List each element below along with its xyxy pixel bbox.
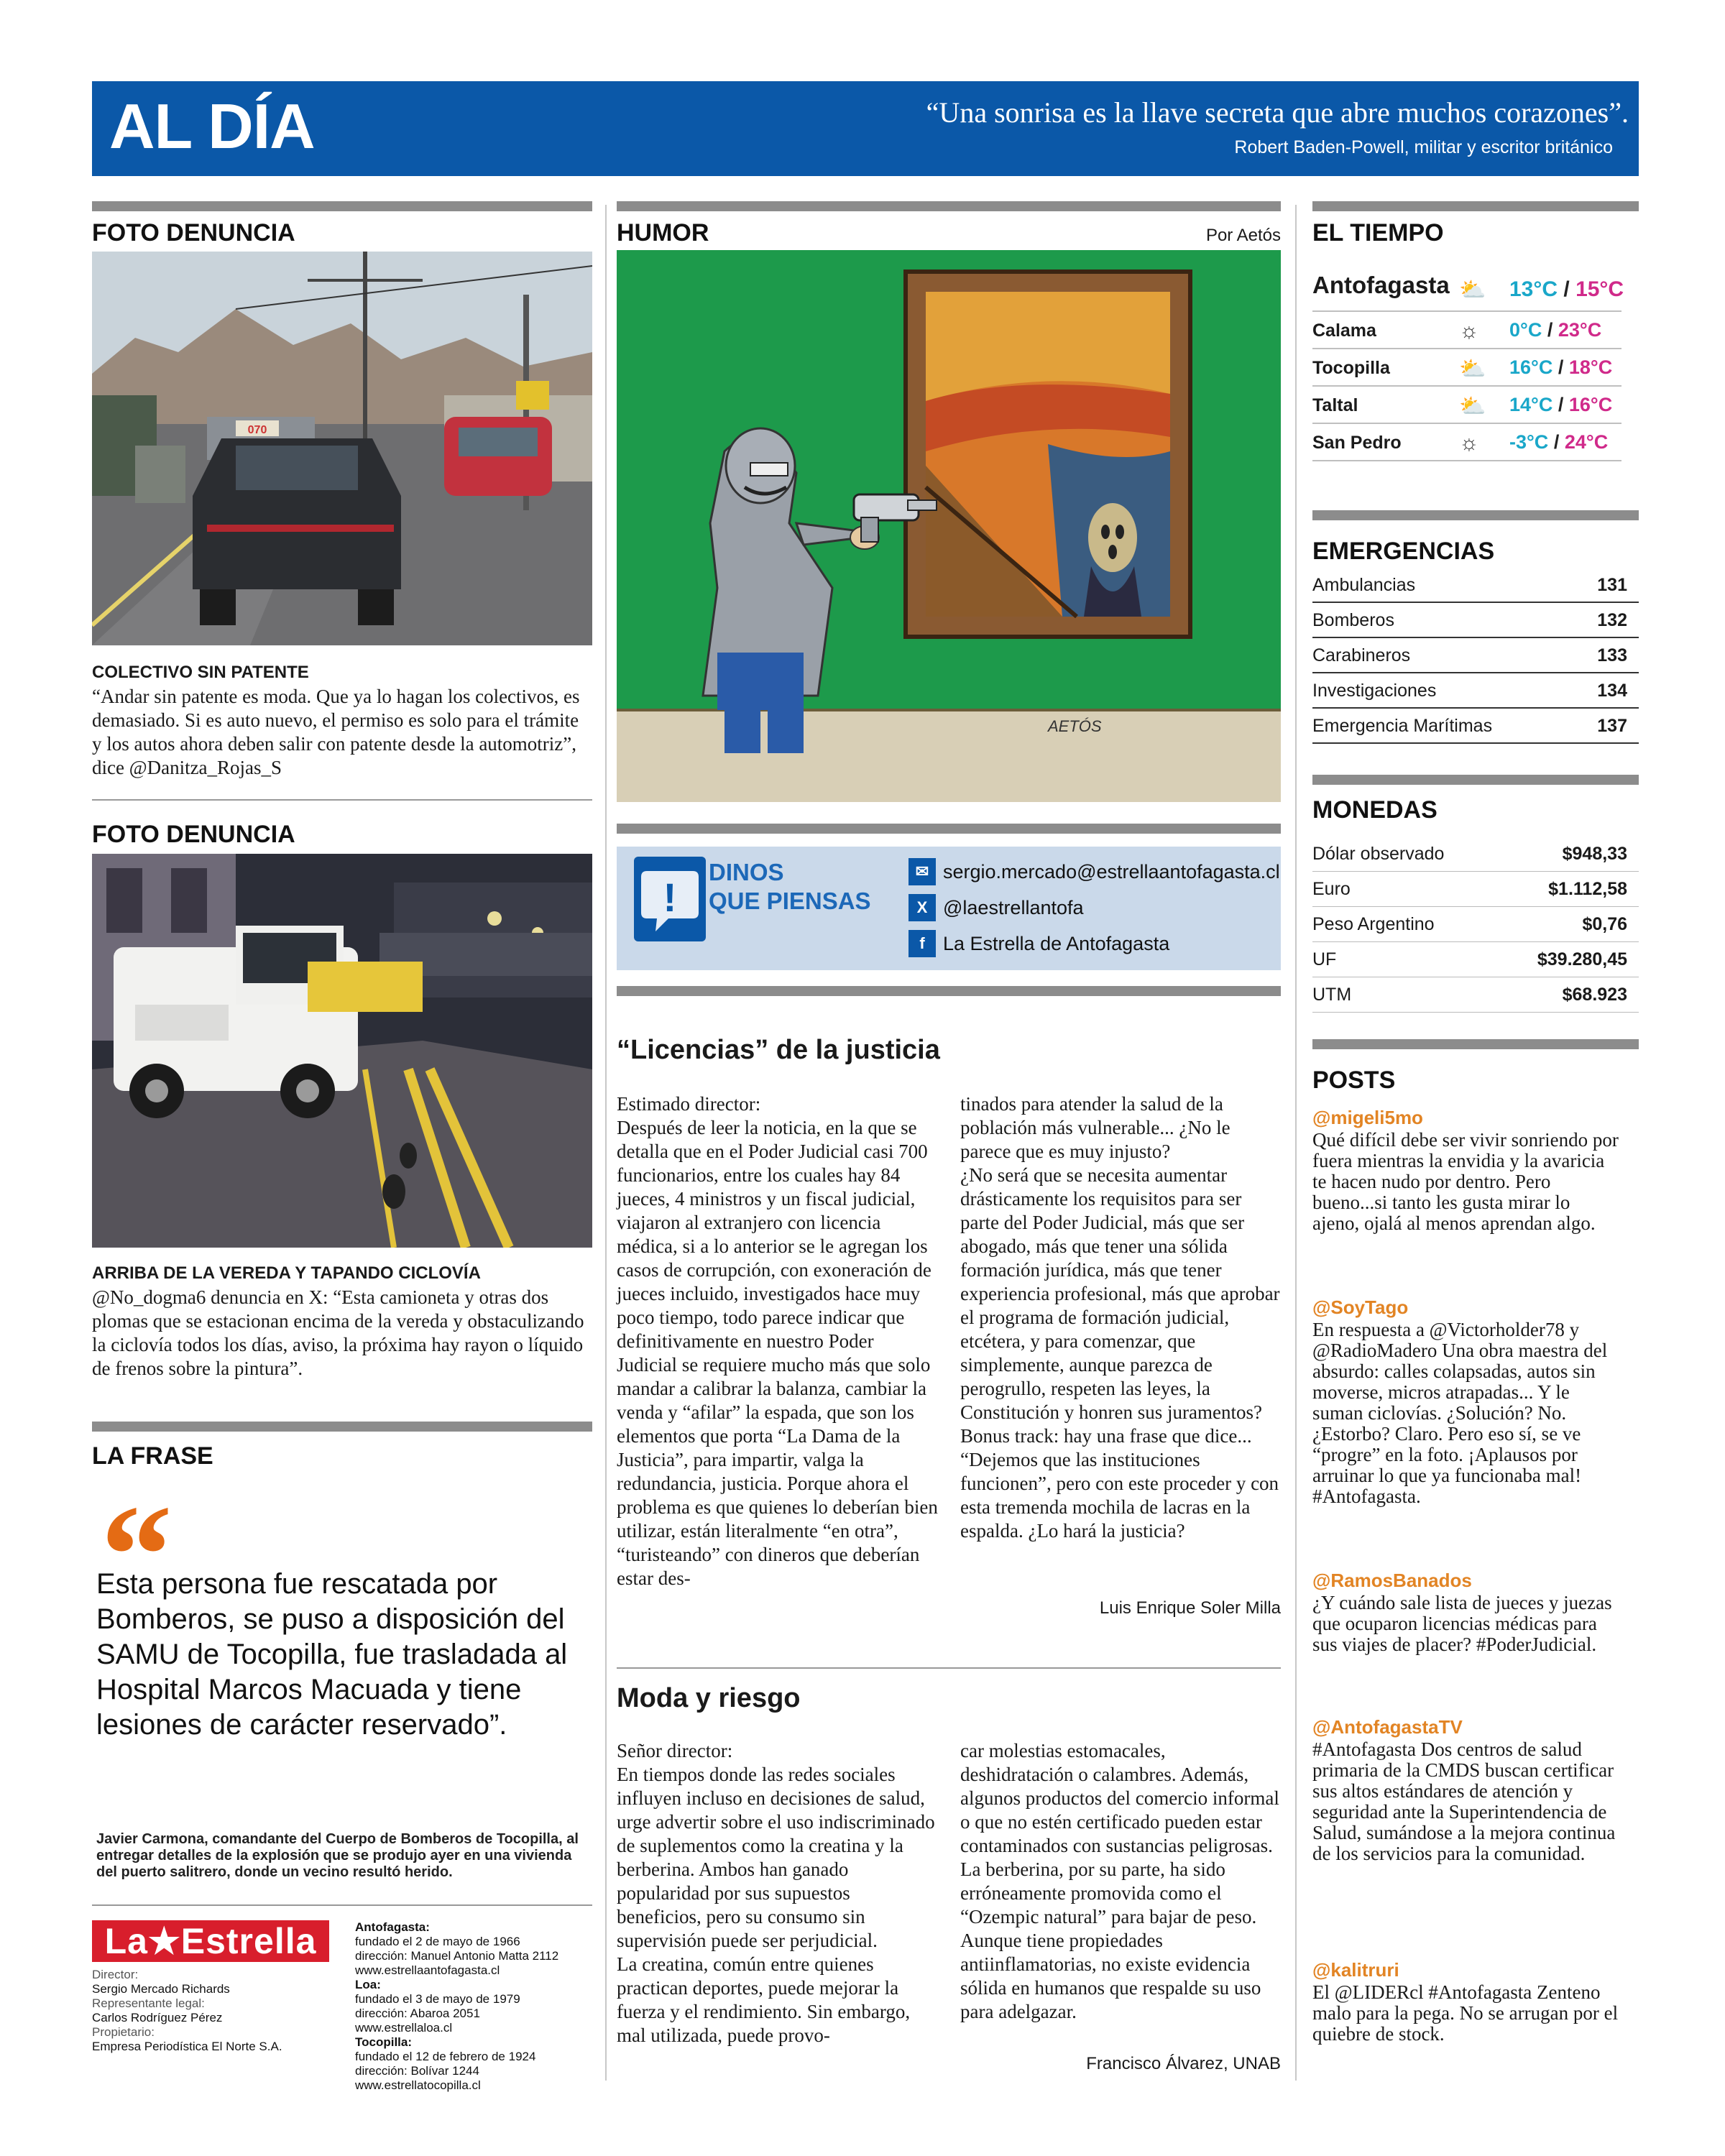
- quote-mark-icon: “: [101, 1476, 172, 1635]
- weather-row: [1312, 272, 1622, 312]
- humor-heading: HUMOR: [617, 219, 709, 247]
- currency-row: [1312, 907, 1639, 942]
- section-bar: [617, 986, 1281, 996]
- post-user[interactable]: @kalitruri: [1312, 1959, 1399, 1981]
- temp-max: 16°C: [1568, 394, 1613, 415]
- post-user[interactable]: @migeli5mo: [1312, 1107, 1423, 1128]
- temp-max: 24°C: [1564, 431, 1609, 453]
- section-bar: [1312, 775, 1639, 785]
- contact-title-line: DINOS: [709, 859, 784, 885]
- letter-title: Moda y riesgo: [617, 1683, 801, 1713]
- column-divider: [605, 205, 607, 2081]
- section-bar: [1312, 201, 1639, 211]
- photo-colectivo: [92, 252, 592, 645]
- post-user[interactable]: @SoyTago: [1312, 1296, 1409, 1318]
- office-city: Antofagasta:: [355, 1920, 430, 1934]
- currency-label: Dólar observado: [1312, 844, 1445, 864]
- temp-min: 14°C: [1509, 394, 1553, 415]
- logo-text: La★Estrella: [104, 1921, 317, 1961]
- currency-value: $948,33: [1562, 844, 1627, 864]
- temp-min: 16°C: [1509, 356, 1553, 378]
- facebook-page[interactable]: La Estrella de Antofagasta: [943, 932, 1170, 954]
- post-user[interactable]: @RamosBanados: [1312, 1570, 1472, 1591]
- contact-title-line: QUE PIENSAS: [709, 888, 871, 914]
- emergency-number: 134: [1597, 681, 1627, 701]
- currency-value: $0,76: [1582, 914, 1627, 934]
- post-text: En respuesta a @Victorholder78 y @RadioMadero Una obra maestra del absurdo: calles colapsadas, autos sin moverse, micros atrapadas... Y le suman ciclovías. ¿Solución? No. ¿Estorbo? Claro. Pero eso sí, se ve “progre” en la foto. ¡Aplausos por arruinar lo que ya funcionaba mal! #Antofagasta.: [1312, 1319, 1608, 1507]
- currency-row: [1312, 872, 1639, 907]
- section-bar: [1312, 510, 1639, 520]
- letter-signature: Francisco Álvarez, UNAB: [1086, 2054, 1281, 2073]
- taxi-sign-text: 070: [247, 424, 267, 436]
- letter-body-col1: Estimado director: Después de leer la noticia, en la que se detalla que en el Poder Judicial casi 700 funcionarios, entre los cuales hay 84 jueces, 4 ministros y un fiscal judicial, viajaron al extranjero con licencia médica, si a lo anterior se le agregan los casos de corrupción, con exoneración de jueces incluido, investigados hace muy poco tiempo, todo parece indicar que definitivamente en nuestro Poder Judicial se requiere mucho más que solo mandar a calibrar la balanza, cambiar la venda y “afilar” la espada, que son los elementos que porta “La Dama de la Justicia”, para impartir, valga la redundancia, justicia. Porque ahora el problema es que quienes lo deberían bien utilizar, están literalmente “en otra”, “turisteando” con dineros que deberían estar des-: [617, 1093, 938, 1589]
- speech-bubble-icon: [634, 857, 706, 941]
- foto-denuncia-heading: FOTO DENUNCIA: [92, 821, 295, 848]
- photo-camioneta: [92, 854, 592, 1248]
- emergency-label: Emergencia Marítimas: [1312, 716, 1493, 736]
- section-header: [92, 81, 1639, 176]
- temp-sep: /: [1553, 431, 1560, 453]
- header-quote-author: Robert Baden-Powell, militar y escritor británico: [1234, 137, 1613, 157]
- email-icon: ✉: [908, 858, 936, 885]
- currency-row: [1312, 837, 1639, 872]
- currency-row: [1312, 942, 1639, 977]
- contact-x[interactable]: [908, 894, 1084, 921]
- weather-temps: [1509, 319, 1601, 341]
- header-quote: “Una sonrisa es la llave secreta que abre muchos corazones”.: [926, 96, 1629, 129]
- sun-icon: ☼: [1459, 319, 1479, 343]
- emergency-row: [1312, 673, 1639, 709]
- la-frase-text: Esta persona fue rescatada por Bomberos, se puso a disposición del SAMU de Tocopilla, fue trasladada al Hospital Marcos Macuada y tiene lesiones de carácter reservado”.: [96, 1568, 568, 1741]
- office-line: dirección: Manuel Antonio Matta 2112: [355, 1949, 559, 1963]
- weather-temps: [1509, 394, 1612, 416]
- x-handle[interactable]: @laestrellantofa: [943, 896, 1084, 918]
- section-bar: [617, 201, 1281, 211]
- office-line: fundado el 3 de mayo de 1979: [355, 1992, 520, 2006]
- divider: [92, 799, 592, 801]
- temp-sep: /: [1558, 394, 1564, 415]
- emergency-label: Bomberos: [1312, 610, 1394, 630]
- email-address[interactable]: sergio.mercado@estrellaantofagasta.cl: [943, 860, 1280, 883]
- emergency-row: [1312, 638, 1639, 673]
- foto-denuncia-heading: FOTO DENUNCIA: [92, 219, 295, 247]
- caption-text: @No_dogma6 denuncia en X: “Esta camioneta y otras dos plomas que se estacionan encima de la vereda y obstaculizando la ciclovía todos los días, aviso, la próxima hay rayon o líquido de frenos sobre la pintura”.: [92, 1286, 584, 1379]
- imprint-value: Carlos Rodríguez Pérez: [92, 2011, 223, 2024]
- emergency-row: [1312, 603, 1639, 638]
- temp-max: 23°C: [1558, 319, 1602, 341]
- x-icon: X: [908, 894, 936, 921]
- weather-city: Tocopilla: [1312, 358, 1390, 378]
- weather-row: [1312, 388, 1622, 424]
- office-line: fundado el 2 de mayo de 1966: [355, 1935, 520, 1948]
- office-line: fundado el 12 de febrero de 1924: [355, 2050, 536, 2063]
- monedas-heading: MONEDAS: [1312, 796, 1438, 824]
- emergencias-heading: EMERGENCIAS: [1312, 538, 1495, 565]
- weather-row: [1312, 313, 1622, 349]
- emergency-label: Carabineros: [1312, 645, 1411, 665]
- office-line: dirección: Abaroa 2051: [355, 2007, 480, 2020]
- imprint-label: Director:: [92, 1968, 139, 1981]
- caption-title: COLECTIVO SIN PATENTE: [92, 663, 309, 682]
- weather-temps: [1509, 277, 1624, 302]
- caption-text: “Andar sin patente es moda. Que ya lo hagan los colectivos, es demasiado. Si es auto nuevo, el permiso es solo para el trámite y los autos ahora deben salir con patente desde la automotriz”, dice @Danitza_Rojas_S: [92, 686, 580, 778]
- partly-cloudy-icon: ⛅: [1459, 395, 1486, 418]
- weather-city: Antofagasta: [1312, 272, 1450, 298]
- humor-cartoon: [617, 250, 1281, 802]
- section-title: AL DÍA: [109, 91, 315, 162]
- temp-min: -3°C: [1509, 431, 1549, 453]
- temp-max: 15°C: [1576, 277, 1624, 301]
- cartoon-signature: AETÓS: [1048, 717, 1102, 735]
- estrella-logo: [92, 1920, 329, 1962]
- emergency-row: [1312, 709, 1639, 744]
- currency-label: Peso Argentino: [1312, 914, 1435, 934]
- letter-title: “Licencias” de la justicia: [617, 1035, 940, 1065]
- partly-cloudy-icon: ⛅: [1459, 357, 1486, 381]
- emergency-row: [1312, 568, 1639, 603]
- post-text: El @LIDERcl #Antofagasta Zenteno malo para la pega. No se arrugan por el quiebre de stock.: [1312, 1981, 1619, 2045]
- currency-label: UTM: [1312, 985, 1352, 1005]
- emergency-number: 133: [1597, 645, 1627, 665]
- imprint-label: Representante legal:: [92, 1996, 205, 2010]
- weather-row: [1312, 351, 1622, 387]
- emergency-number: 137: [1597, 716, 1627, 736]
- currency-value: $68.923: [1562, 985, 1627, 1005]
- currency-label: Euro: [1312, 879, 1351, 899]
- imprint-label: Propietario:: [92, 2025, 155, 2039]
- currency-label: UF: [1312, 949, 1337, 969]
- weather-temps: [1509, 356, 1612, 379]
- la-frase-heading: LA FRASE: [92, 1442, 213, 1470]
- temp-sep: /: [1563, 277, 1570, 301]
- exclamation-glyph: !: [663, 875, 677, 920]
- imprint-value: Sergio Mercado Richards: [92, 1982, 230, 1996]
- section-bar: [92, 201, 592, 211]
- section-bar: [92, 1422, 592, 1432]
- office-website[interactable]: www.estrellaloa.cl: [355, 2021, 453, 2035]
- emergency-label: Investigaciones: [1312, 681, 1437, 701]
- caption-title: ARRIBA DE LA VEREDA Y TAPANDO CICLOVÍA: [92, 1263, 481, 1283]
- contact-box: [617, 847, 1281, 970]
- sun-icon: ☼: [1459, 431, 1479, 455]
- letter-signature: Luis Enrique Soler Milla: [1099, 1598, 1281, 1618]
- section-bar: [1312, 1039, 1639, 1049]
- currency-value: $1.112,58: [1548, 879, 1627, 899]
- post-text: Qué difícil debe ser vivir sonriendo por fuera mientras la envidia y la avaricia te hacen nudo por dentro. Pero bueno...si tanto les gusta mirar lo ajeno, ojalá al menos aprendan algo.: [1312, 1129, 1619, 1234]
- divider: [617, 1667, 1281, 1669]
- temp-min: 13°C: [1509, 277, 1558, 301]
- temp-max: 18°C: [1568, 356, 1613, 378]
- letter-body-col1: Señor director: En tiempos donde las redes sociales influyen incluso en decisiones de salud, urge advertir sobre el uso indiscriminado de suplementos como la creatina y la berberina. Ambos han ganado popularidad por sus supuestos beneficios, pero su consumo sin supervisión puede ser perjudicial. La creatina, común entre quienes practican deportes, puede mejorar la fuerza y el rendimiento. Sin embargo, mal utilizada, puede provo-: [617, 1740, 935, 2046]
- section-bar: [617, 824, 1281, 834]
- office-city: Loa:: [355, 1978, 381, 1991]
- column-divider: [1295, 205, 1297, 2081]
- office-website[interactable]: www.estrellaantofagasta.cl: [355, 1963, 500, 1977]
- letter-body-col2: car molestias estomacales, deshidratación o calambres. Además, algunos productos del comercio informal o que no estén certificado pueden estar contaminados con sustancias peligrosas. La berberina, por su parte, ha sido erróneamente promovida como el “Ozempic natural” para bajar de peso. Aunque tiene propiedades antiinflamatorias, no existe evidencia sólida en humanos que respalde su uso para adelgazar.: [960, 1740, 1279, 2022]
- imprint-offices: [355, 1920, 599, 2093]
- weather-heading: EL TIEMPO: [1312, 219, 1444, 247]
- currency-value: $39.280,45: [1537, 949, 1627, 969]
- posts-heading: POSTS: [1312, 1067, 1396, 1094]
- emergency-number: 132: [1597, 610, 1627, 630]
- post-text: ¿Y cuándo sale lista de jueces y juezas que ocuparon licencias médicas para sus viajes de placer? #PoderJudicial.: [1312, 1592, 1612, 1655]
- temp-sep: /: [1558, 356, 1564, 378]
- temp-sep: /: [1547, 319, 1553, 341]
- imprint-value: Empresa Periodística El Norte S.A.: [92, 2040, 282, 2053]
- facebook-icon: f: [908, 930, 936, 957]
- weather-temps: [1509, 431, 1608, 453]
- office-website[interactable]: www.estrellatocopilla.cl: [355, 2078, 481, 2092]
- emergency-number: 131: [1597, 575, 1627, 595]
- partly-cloudy-icon: ⛅: [1459, 278, 1486, 302]
- la-frase-source: Javier Carmona, comandante del Cuerpo de Bomberos de Tocopilla, al entregar detalles de la explosión que se produjo ayer en una vivienda del puerto salitrero, donde un vecino resultó herido.: [96, 1831, 579, 1880]
- letter-body-col2: tinados para atender la salud de la población más vulnerable... ¿No le parece que es muy injusto? ¿No será que se necesita aumentar drásticamente los requisitos para ser parte del Poder Judicial, más que ser abogado, más que tener una sólida formación jurídica, más que tener experiencia profesional, más que aprobar el programa de formación judicial, etcétera, y para comenzar, que simplemente, aunque parezca de perogrullo, respeten las leyes, la Constitución y honren sus juramentos? Bonus track: hay una frase que dice... “Dejemos que las instituciones funcionen”, pero con este proceder y con esta tremenda mochila de lacras en la espalda. ¿Lo hará la justicia?: [960, 1093, 1280, 1542]
- emergency-label: Ambulancias: [1312, 575, 1416, 595]
- humor-credit: Por Aetós: [1205, 226, 1281, 245]
- post-user[interactable]: @AntofagastaTV: [1312, 1716, 1463, 1738]
- post-text: #Antofagasta Dos centros de salud primaria de la CMDS buscan certificar sus altos estándares de atención y seguridad ante la Superintendencia de Salud, sumándose a la mejora continua de los servicios para la comunidad.: [1312, 1738, 1616, 1864]
- contact-email[interactable]: [908, 858, 1280, 885]
- contact-facebook[interactable]: [908, 930, 1169, 957]
- weather-city: Taltal: [1312, 395, 1358, 415]
- imprint-staff: [92, 1968, 351, 2054]
- currency-row: [1312, 977, 1639, 1013]
- divider: [92, 1904, 592, 1906]
- contact-title: [709, 858, 871, 916]
- temp-min: 0°C: [1509, 319, 1542, 341]
- weather-city: Calama: [1312, 321, 1376, 341]
- weather-city: San Pedro: [1312, 433, 1402, 453]
- office-city: Tocopilla:: [355, 2035, 413, 2049]
- office-line: dirección: Bolívar 1244: [355, 2064, 479, 2078]
- weather-row: [1312, 425, 1622, 461]
